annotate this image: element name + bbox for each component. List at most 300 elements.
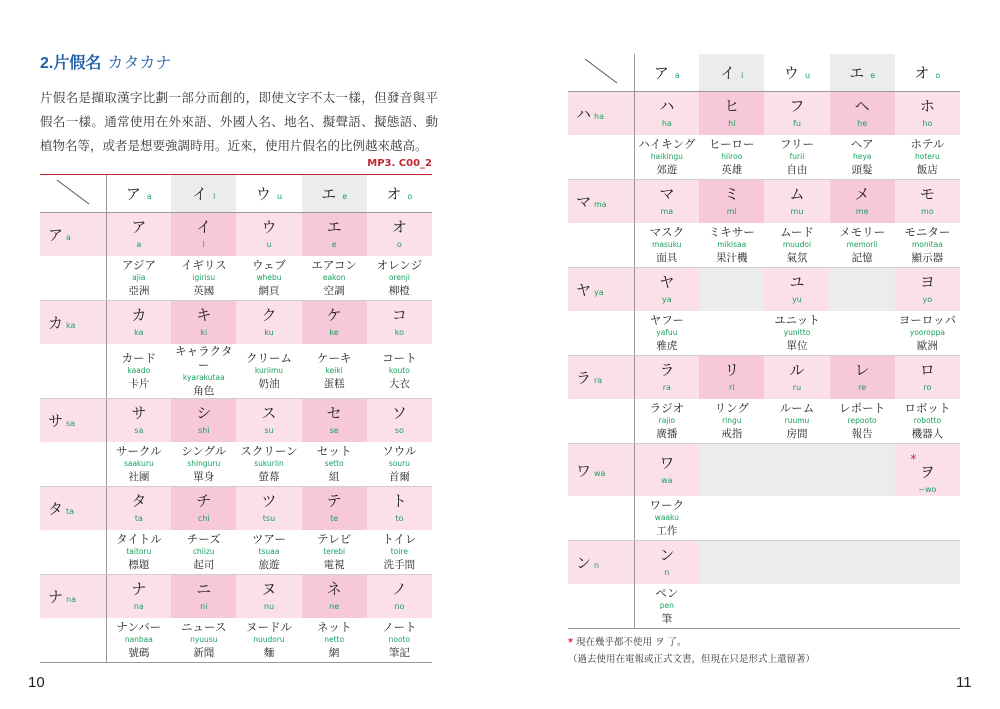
word-meaning: 洗手間 xyxy=(383,559,416,571)
kana-cell xyxy=(171,399,236,443)
page-number: 10 xyxy=(28,674,45,691)
word-row xyxy=(568,584,960,629)
row-label-romaji: sa xyxy=(66,419,76,428)
word-meaning: 頭髮 xyxy=(851,164,873,176)
word-meaning: 空調 xyxy=(323,285,345,297)
row-label-kana: ン xyxy=(576,554,592,572)
word-romaji: tsuaa xyxy=(258,547,280,556)
row-label xyxy=(40,301,106,345)
column-header xyxy=(236,175,301,213)
kana-romaji: e xyxy=(331,240,337,249)
kana-cell xyxy=(367,399,432,443)
word-katakana: ホテル xyxy=(910,137,945,151)
word-cell xyxy=(367,256,432,301)
word-katakana: ムード xyxy=(780,225,814,239)
word-meaning: 歐洲 xyxy=(916,340,938,352)
row-label-spacer xyxy=(568,311,634,356)
kana-cell xyxy=(236,213,301,257)
kana-char: ホ xyxy=(919,97,935,115)
kana-romaji: so xyxy=(394,426,404,435)
row-label xyxy=(568,268,634,312)
word-cell xyxy=(634,135,699,180)
word-cell xyxy=(106,530,171,575)
kana-cell xyxy=(634,92,699,136)
word-meaning: 房間 xyxy=(786,428,808,440)
empty-word-cell xyxy=(764,584,829,629)
word-meaning: 自由 xyxy=(786,164,808,176)
column-header-romaji: i xyxy=(741,71,744,80)
word-katakana: スクリーン xyxy=(240,444,298,458)
kana-romaji: ro xyxy=(923,383,932,392)
word-cell xyxy=(106,344,171,399)
word-romaji: sukuriin xyxy=(254,459,284,468)
word-katakana: チーズ xyxy=(186,532,221,546)
kana-cell xyxy=(699,180,764,224)
word-meaning: 氣氛 xyxy=(786,252,808,264)
kana-romaji: ha xyxy=(661,119,672,128)
kana-romaji: ni xyxy=(200,602,208,611)
kana-romaji: su xyxy=(264,426,274,435)
row-label-kana: ア xyxy=(48,226,64,244)
word-meaning: 起司 xyxy=(193,559,215,571)
word-row xyxy=(40,618,432,663)
column-header-kana: ウ xyxy=(255,185,271,203)
empty-word-cell xyxy=(895,584,960,629)
column-header-kana: エ xyxy=(321,185,337,203)
word-cell xyxy=(236,618,301,663)
word-cell xyxy=(367,442,432,487)
empty-cell xyxy=(764,541,829,585)
kana-char: セ xyxy=(326,404,342,422)
kana-romaji: ki xyxy=(200,328,208,337)
asterisk-mark: * xyxy=(910,452,917,466)
word-meaning: 亞洲 xyxy=(128,285,150,297)
kana-char: エ xyxy=(326,218,342,236)
kana-char: ク xyxy=(261,306,277,324)
row-label-romaji: ha xyxy=(594,112,604,121)
word-cell xyxy=(699,223,764,268)
kana-cell xyxy=(171,301,236,345)
word-katakana: ユニット xyxy=(774,313,820,327)
word-katakana: フリー xyxy=(779,137,814,151)
row-label-spacer xyxy=(568,496,634,541)
row-label-spacer xyxy=(40,618,106,663)
empty-word-cell xyxy=(830,496,895,541)
row-label-kana: ヤ xyxy=(576,281,592,299)
kana-char: ニ xyxy=(196,580,212,598)
column-header-kana: ア xyxy=(125,185,141,203)
word-romaji: toire xyxy=(390,547,408,556)
row-label-spacer xyxy=(568,399,634,444)
word-meaning: 奶油 xyxy=(258,378,280,390)
word-katakana: アジア xyxy=(121,258,156,272)
kana-char: サ xyxy=(131,404,147,422)
word-katakana: キャラクター xyxy=(175,344,233,372)
word-meaning: 麵 xyxy=(263,647,275,659)
kana-cell xyxy=(106,487,171,531)
column-header-kana: ア xyxy=(653,64,669,82)
word-cell xyxy=(367,618,432,663)
word-romaji: setto xyxy=(324,459,344,468)
word-romaji: pen xyxy=(659,601,674,610)
column-header-romaji: e xyxy=(870,71,876,80)
word-romaji: rajio xyxy=(658,416,676,425)
kana-row xyxy=(40,399,432,443)
word-meaning: 飯店 xyxy=(916,164,938,176)
kana-romaji: ke xyxy=(329,328,339,337)
word-cell xyxy=(634,311,699,356)
kana-romaji: ku xyxy=(264,328,274,337)
kana-romaji: to xyxy=(395,514,404,523)
column-header xyxy=(367,175,432,213)
word-cell xyxy=(302,530,367,575)
word-meaning: 單身 xyxy=(193,471,215,483)
word-meaning: 郊遊 xyxy=(656,164,678,176)
word-romaji: taitoru xyxy=(126,547,152,556)
row-label-spacer xyxy=(568,223,634,268)
row-label-kana: ワ xyxy=(576,461,592,480)
word-romaji: nuudoru xyxy=(253,635,285,644)
word-row xyxy=(40,442,432,487)
word-meaning: 果汁機 xyxy=(716,252,748,264)
row-label-kana: サ xyxy=(48,412,64,430)
word-katakana: カード xyxy=(121,351,157,365)
row-label-kana: タ xyxy=(48,500,64,518)
empty-word-cell xyxy=(699,311,764,356)
word-cell xyxy=(895,399,960,444)
kana-romaji: i xyxy=(202,240,205,249)
kana-row xyxy=(40,301,432,345)
kana-char: ネ xyxy=(326,580,342,598)
kana-char: リ xyxy=(724,361,740,379)
row-label xyxy=(568,180,634,224)
word-katakana: ミキサー xyxy=(708,225,755,239)
kana-romaji: he xyxy=(857,119,868,128)
word-cell xyxy=(236,344,301,399)
kana-romaji: mi xyxy=(726,207,737,216)
kana-char: ソ xyxy=(391,404,407,422)
word-katakana: ルーム xyxy=(779,401,815,415)
empty-word-cell xyxy=(699,584,764,629)
word-meaning: 卡片 xyxy=(128,378,150,390)
word-cell xyxy=(634,399,699,444)
column-header-kana: オ xyxy=(386,185,402,203)
column-header xyxy=(830,54,895,92)
column-header-romaji: u xyxy=(276,192,283,201)
kana-char: ナ xyxy=(131,580,147,598)
kana-cell xyxy=(302,399,367,443)
word-romaji: eakon xyxy=(322,273,346,282)
word-cell xyxy=(895,135,960,180)
word-romaji: yafuu xyxy=(656,328,678,337)
word-romaji: yunitto xyxy=(783,328,811,337)
word-meaning: 報告 xyxy=(851,428,873,440)
word-katakana: ヒーロー xyxy=(709,137,755,151)
word-katakana: ワーク xyxy=(649,498,685,512)
kana-cell xyxy=(106,213,171,257)
footnote xyxy=(568,634,815,668)
kana-char: カ xyxy=(131,306,147,324)
column-header-romaji: u xyxy=(804,71,811,80)
kana-romaji: wa xyxy=(661,475,673,485)
word-romaji: ringu xyxy=(722,416,742,425)
word-katakana: セット xyxy=(316,444,352,458)
kana-cell xyxy=(895,92,960,136)
word-katakana: イギリス xyxy=(180,258,227,272)
word-meaning: 新聞 xyxy=(193,647,215,659)
row-label-kana: マ xyxy=(576,193,592,211)
table-header-row xyxy=(568,54,960,92)
kana-cell xyxy=(302,487,367,531)
row-label-romaji: ra xyxy=(594,376,603,385)
word-meaning: 工作 xyxy=(656,525,678,537)
word-cell xyxy=(171,618,236,663)
column-header xyxy=(699,54,764,92)
kana-romaji: nu xyxy=(263,602,275,611)
kana-romaji: te xyxy=(330,514,339,523)
word-cell xyxy=(302,618,367,663)
kana-romaji: ru xyxy=(792,383,802,392)
word-katakana: ヘア xyxy=(850,137,874,151)
kana-char: オ xyxy=(391,218,407,236)
kana-cell xyxy=(699,356,764,400)
word-row xyxy=(568,135,960,180)
word-katakana: ナンバー xyxy=(116,620,162,634)
right-page xyxy=(500,0,1000,709)
kana-romaji: hi xyxy=(728,119,736,128)
word-meaning: 英雄 xyxy=(721,164,743,176)
word-row xyxy=(40,256,432,301)
word-romaji: mikisaa xyxy=(717,240,747,249)
word-meaning: 雅虎 xyxy=(656,340,678,352)
word-romaji: waaku xyxy=(654,513,679,522)
row-label xyxy=(568,92,634,136)
kana-with-star xyxy=(895,444,960,482)
kana-cell xyxy=(236,301,301,345)
word-meaning: 英國 xyxy=(193,285,215,297)
word-katakana: オレンジ xyxy=(376,258,423,272)
kana-cell xyxy=(171,487,236,531)
kana-romaji: mu xyxy=(790,207,804,216)
column-header-romaji: e xyxy=(342,192,348,201)
word-cell xyxy=(106,618,171,663)
kana-char: レ xyxy=(854,361,870,379)
column-header xyxy=(171,175,236,213)
column-header-kana: イ xyxy=(192,185,208,203)
kana-cell xyxy=(895,356,960,400)
kana-char: ツ xyxy=(261,492,277,510)
kana-romaji: o xyxy=(396,240,402,249)
word-meaning: 面具 xyxy=(656,252,678,264)
word-katakana: ネット xyxy=(316,620,352,634)
word-romaji: memorii xyxy=(846,240,878,249)
corner-cell xyxy=(568,54,634,92)
row-label xyxy=(40,399,106,443)
kana-cell xyxy=(367,487,432,531)
kana-char: ヨ xyxy=(919,273,935,291)
row-label-spacer xyxy=(568,584,634,629)
kana-char: イ xyxy=(196,218,212,236)
word-romaji: ajia xyxy=(132,273,146,282)
kana-char: テ xyxy=(326,492,342,510)
word-katakana: ノート xyxy=(382,620,417,634)
kana-row xyxy=(568,268,960,312)
word-meaning: 廣播 xyxy=(656,428,678,440)
kana-char: ラ xyxy=(659,361,675,379)
word-romaji: repooto xyxy=(847,416,877,425)
word-row xyxy=(40,530,432,575)
empty-cell xyxy=(830,268,895,312)
kana-romaji: me xyxy=(855,207,869,216)
footnote-star: * xyxy=(568,637,573,648)
footnote-text: 現在幾乎都不使用 ヲ 了。 xyxy=(576,637,687,648)
kana-cell xyxy=(634,180,699,224)
word-romaji: whebu xyxy=(256,273,282,282)
empty-word-cell xyxy=(830,311,895,356)
word-cell xyxy=(764,399,829,444)
word-katakana: ウェブ xyxy=(251,258,286,272)
word-katakana: モニター xyxy=(904,225,951,239)
kana-char: ア xyxy=(131,218,147,236)
word-katakana: ハイキング xyxy=(638,137,696,151)
word-meaning: 機器人 xyxy=(911,428,944,440)
word-cell xyxy=(830,399,895,444)
kana-cell xyxy=(236,399,301,443)
column-header xyxy=(302,175,367,213)
column-header-romaji: a xyxy=(674,71,680,80)
kana-romaji: ~wo xyxy=(918,485,937,494)
word-cell xyxy=(895,311,960,356)
word-meaning: 筆 xyxy=(661,613,673,625)
kana-romaji: ra xyxy=(662,383,671,392)
word-meaning: 標題 xyxy=(128,559,150,571)
column-header-romaji: a xyxy=(146,192,152,201)
word-katakana: ロボット xyxy=(904,401,951,415)
kana-char: ル xyxy=(789,361,805,379)
word-cell xyxy=(699,135,764,180)
row-label-romaji: ya xyxy=(594,288,604,297)
word-katakana: サークル xyxy=(116,444,162,458)
row-label-spacer xyxy=(40,442,106,487)
row-label-spacer xyxy=(568,135,634,180)
row-label-romaji: ma xyxy=(594,200,607,209)
kana-char: シ xyxy=(196,404,212,422)
word-romaji: saakuru xyxy=(123,459,154,468)
kana-romaji: ya xyxy=(662,295,672,304)
word-row xyxy=(568,223,960,268)
word-romaji: kouto xyxy=(388,366,410,375)
kana-char: ノ xyxy=(391,580,407,598)
kana-cell xyxy=(634,356,699,400)
kana-romaji: sa xyxy=(134,426,144,435)
kana-romaji: n xyxy=(664,568,670,577)
kana-cell xyxy=(236,487,301,531)
word-romaji: ruumu xyxy=(784,416,810,425)
kana-cell xyxy=(171,213,236,257)
word-meaning: 螢幕 xyxy=(258,471,280,483)
page-number: 11 xyxy=(956,674,972,691)
kana-romaji: no xyxy=(394,602,405,611)
column-header xyxy=(895,54,960,92)
word-cell xyxy=(236,530,301,575)
word-katakana: ヌードル xyxy=(245,620,292,634)
empty-word-cell xyxy=(895,496,960,541)
kana-char: ハ xyxy=(659,97,675,115)
word-meaning: 柳橙 xyxy=(388,285,410,297)
kana-romaji: ho xyxy=(922,119,933,128)
row-label xyxy=(40,487,106,531)
kana-cell xyxy=(106,301,171,345)
word-katakana: トイレ xyxy=(382,532,417,546)
row-label-kana: カ xyxy=(48,314,64,332)
kana-char: ユ xyxy=(789,273,805,291)
kana-char: コ xyxy=(391,306,407,324)
row-label-romaji: ka xyxy=(66,321,76,330)
word-cell xyxy=(830,223,895,268)
kana-cell xyxy=(764,356,829,400)
empty-cell xyxy=(699,541,764,585)
empty-word-cell xyxy=(830,584,895,629)
word-meaning: 記憶 xyxy=(851,252,873,264)
row-label-kana: ラ xyxy=(576,369,592,387)
column-header-kana: ウ xyxy=(783,64,799,82)
kana-row xyxy=(40,575,432,619)
word-cell xyxy=(106,442,171,487)
kana-row xyxy=(568,180,960,224)
kana-char: モ xyxy=(919,185,935,203)
word-romaji: nanbaa xyxy=(124,635,153,644)
kana-romaji: re xyxy=(858,383,867,392)
word-romaji: muudoi xyxy=(782,240,812,249)
word-cell xyxy=(367,344,432,399)
kana-char: ロ xyxy=(919,361,935,379)
word-row xyxy=(40,344,432,399)
row-label xyxy=(568,444,634,497)
column-header-romaji: o xyxy=(935,71,941,80)
kana-romaji: ko xyxy=(394,328,404,337)
intro-paragraph: 片假名是擷取漢字比劃一部分而創的，即使文字不太一樣，但發音與平假名一樣。通常使用在外來語、外國人名、地名、擬聲語、擬態語、動植物名等，或者是想要強調時用。近來，使用片假名的比例越來越高。 xyxy=(40,90,438,153)
empty-cell xyxy=(699,444,764,497)
kana-cell xyxy=(634,268,699,312)
kana-char: ス xyxy=(261,404,277,422)
word-cell xyxy=(895,223,960,268)
column-header xyxy=(634,54,699,92)
column-header xyxy=(106,175,171,213)
kana-cell xyxy=(302,575,367,619)
kana-cell xyxy=(106,575,171,619)
kana-char: ム xyxy=(789,185,805,203)
column-header-kana: オ xyxy=(914,64,930,82)
kana-romaji: u xyxy=(266,240,272,249)
kana-cell xyxy=(634,444,699,497)
kana-cell xyxy=(106,399,171,443)
row-label-romaji: a xyxy=(66,233,71,242)
kana-cell xyxy=(895,180,960,224)
word-katakana: ソウル xyxy=(382,444,417,458)
column-header-kana: イ xyxy=(720,64,736,82)
word-romaji: chiizu xyxy=(192,547,215,556)
column-header-romaji: o xyxy=(407,192,413,201)
empty-word-cell xyxy=(699,496,764,541)
row-label xyxy=(568,356,634,400)
word-romaji: yooroppa xyxy=(909,328,945,337)
kana-char: ト xyxy=(391,492,407,510)
row-label-romaji: na xyxy=(66,595,76,604)
row-label-kana: ハ xyxy=(576,105,592,123)
section-title: 片假名 xyxy=(53,53,102,72)
word-meaning: 大衣 xyxy=(388,378,410,390)
word-katakana: タイトル xyxy=(115,532,162,546)
